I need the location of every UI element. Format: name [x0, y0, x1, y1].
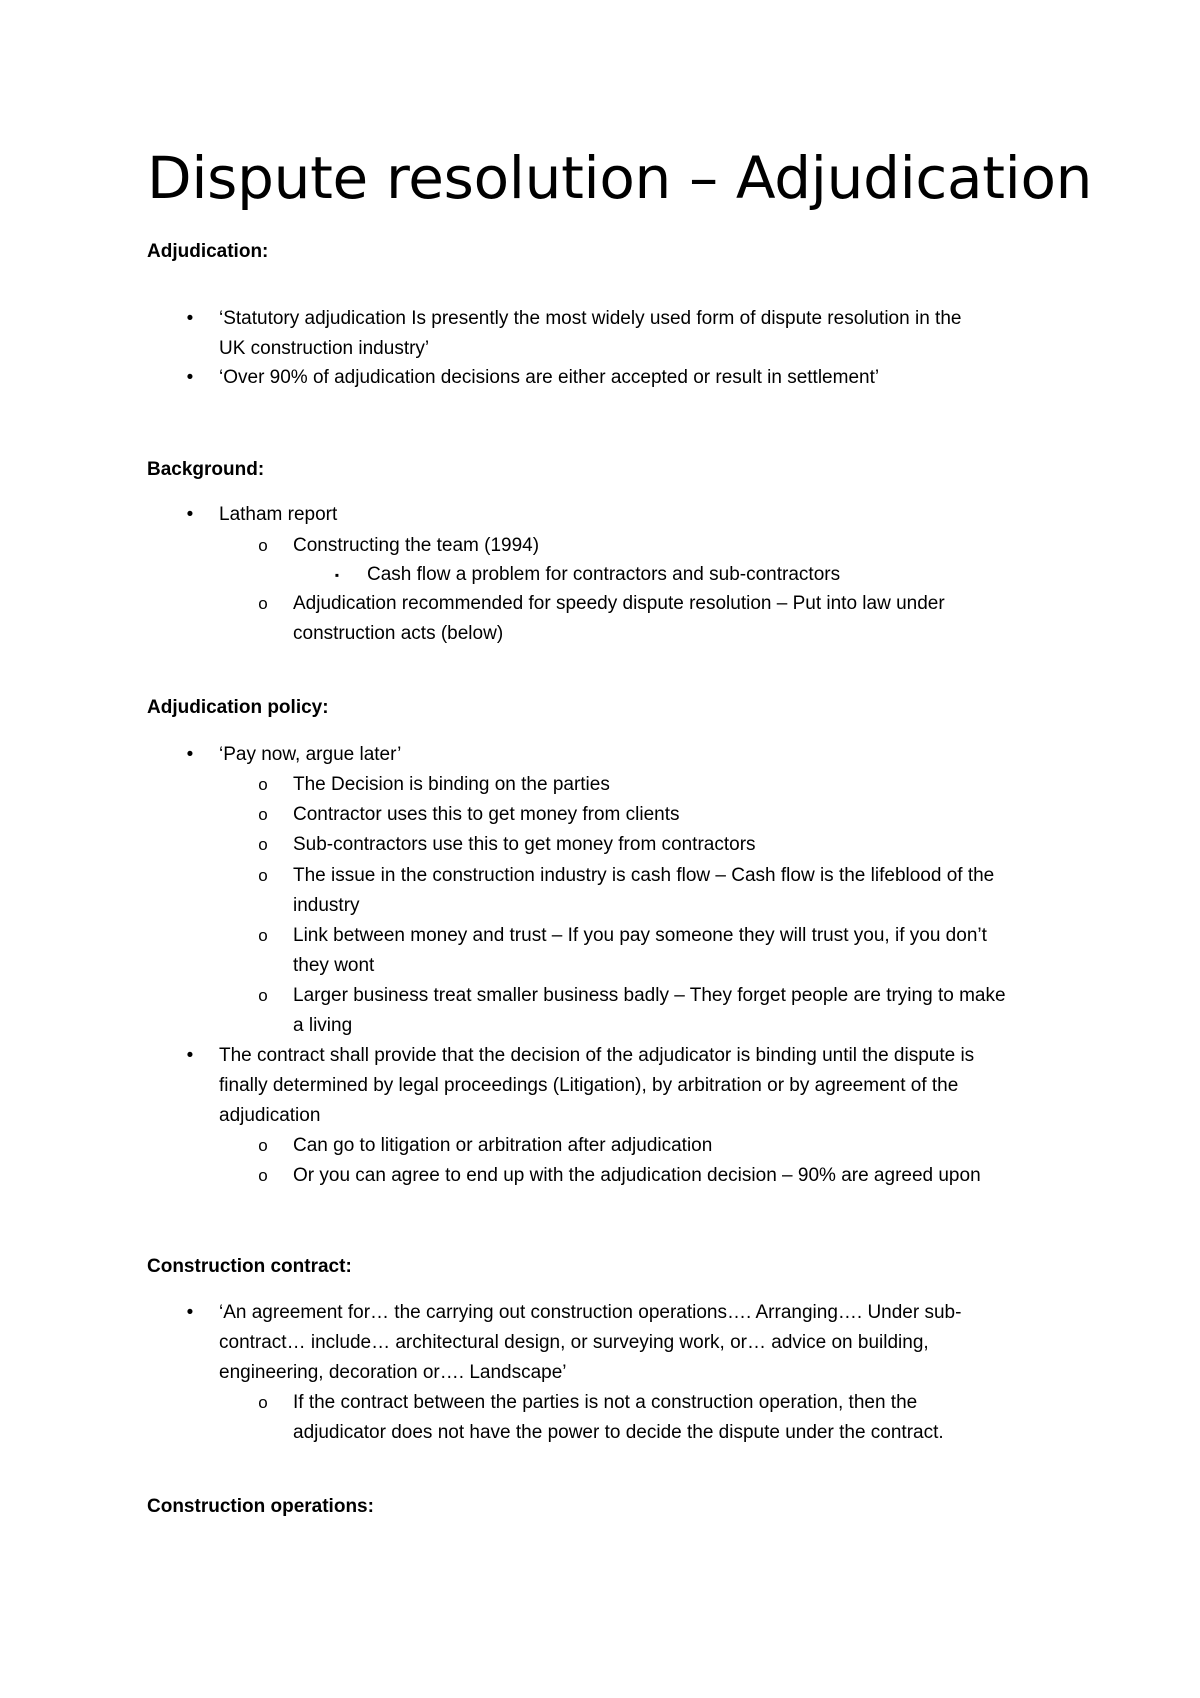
bullet-marker: • — [186, 1302, 194, 1323]
sub-list-item-text: Or you can agree to end up with the adjudication decision – 90% are agreed upon — [293, 1165, 981, 1186]
bullet-marker: • — [186, 367, 194, 388]
section-heading-operations: Construction operations: — [147, 1496, 374, 1517]
sub-bullet-marker: o — [258, 986, 268, 1005]
list-item-text: ‘Statutory adjudication Is presently the most widely used form of dispute resolution in the — [219, 308, 962, 329]
section-heading-policy: Adjudication policy: — [147, 697, 329, 718]
sub-list-item-text: Constructing the team (1994) — [293, 535, 540, 556]
sub-bullet-marker: o — [258, 1136, 268, 1155]
bullet-marker: • — [186, 744, 194, 765]
sub-list-item-text: Adjudication recommended for speedy dispute resolution – Put into law under — [293, 593, 945, 614]
page-title: Dispute resolution – Adjudication — [147, 144, 1093, 212]
bullet-marker: • — [186, 1045, 194, 1066]
sub-bullet-marker: o — [258, 1393, 268, 1412]
subsub-list-item-text: Cash flow a problem for contractors and sub-contractors — [367, 564, 841, 585]
sub-bullet-marker: o — [258, 835, 268, 854]
sub-list-item-text: The issue in the construction industry is cash flow – Cash flow is the lifeblood of the — [293, 865, 995, 886]
section-heading-background: Background: — [147, 459, 265, 480]
list-item-text: The contract shall provide that the decision of the adjudicator is binding until the dispute is — [219, 1045, 975, 1066]
subsub-bullet-marker: ▪ — [334, 568, 340, 582]
sub-list-item-text: they wont — [293, 955, 375, 976]
list-item-text: Latham report — [219, 504, 338, 525]
bullet-marker: • — [186, 504, 194, 525]
sub-bullet-marker: o — [258, 805, 268, 824]
sub-list-item-text: a living — [293, 1015, 353, 1036]
sub-bullet-marker: o — [258, 1166, 268, 1185]
section-heading-adjudication: Adjudication: — [147, 241, 269, 262]
sub-list-item-text: adjudicator does not have the power to decide the dispute under the contract. — [293, 1422, 944, 1443]
sub-list-item-text: Can go to litigation or arbitration after adjudication — [293, 1135, 713, 1156]
sub-list-item-text: Sub-contractors use this to get money from contractors — [293, 834, 756, 855]
sub-list-item-text: construction acts (below) — [293, 623, 504, 644]
list-item-text: ‘Over 90% of adjudication decisions are either accepted or result in settlement’ — [219, 367, 880, 388]
sub-list-item-text: industry — [293, 895, 360, 916]
list-item-text: ‘Pay now, argue later’ — [219, 744, 402, 765]
list-item-text: ‘An agreement for… the carrying out construction operations…. Arranging…. Under sub- — [219, 1302, 962, 1323]
list-item-text: contract… include… architectural design, or surveying work, or… advice on building, — [219, 1332, 929, 1353]
list-item-text: engineering, decoration or…. Landscape’ — [219, 1362, 567, 1383]
bullet-marker: • — [186, 308, 194, 329]
list-item-text: UK construction industry’ — [219, 338, 430, 359]
sub-bullet-marker: o — [258, 594, 268, 613]
sub-bullet-marker: o — [258, 926, 268, 945]
sub-bullet-marker: o — [258, 775, 268, 794]
sub-bullet-marker: o — [258, 866, 268, 885]
sub-list-item-text: Larger business treat smaller business badly – They forget people are trying to make — [293, 985, 1006, 1006]
list-item-text: finally determined by legal proceedings (Litigation), by arbitration or by agreement of the — [219, 1075, 959, 1096]
list-item-text: adjudication — [219, 1105, 321, 1126]
sub-bullet-marker: o — [258, 536, 268, 555]
sub-list-item-text: Contractor uses this to get money from clients — [293, 804, 680, 825]
sub-list-item-text: If the contract between the parties is not a construction operation, then the — [293, 1392, 918, 1413]
sub-list-item-text: Link between money and trust – If you pay someone they will trust you, if you don’t — [293, 925, 987, 946]
section-heading-contract: Construction contract: — [147, 1256, 352, 1277]
sub-list-item-text: The Decision is binding on the parties — [293, 774, 610, 795]
